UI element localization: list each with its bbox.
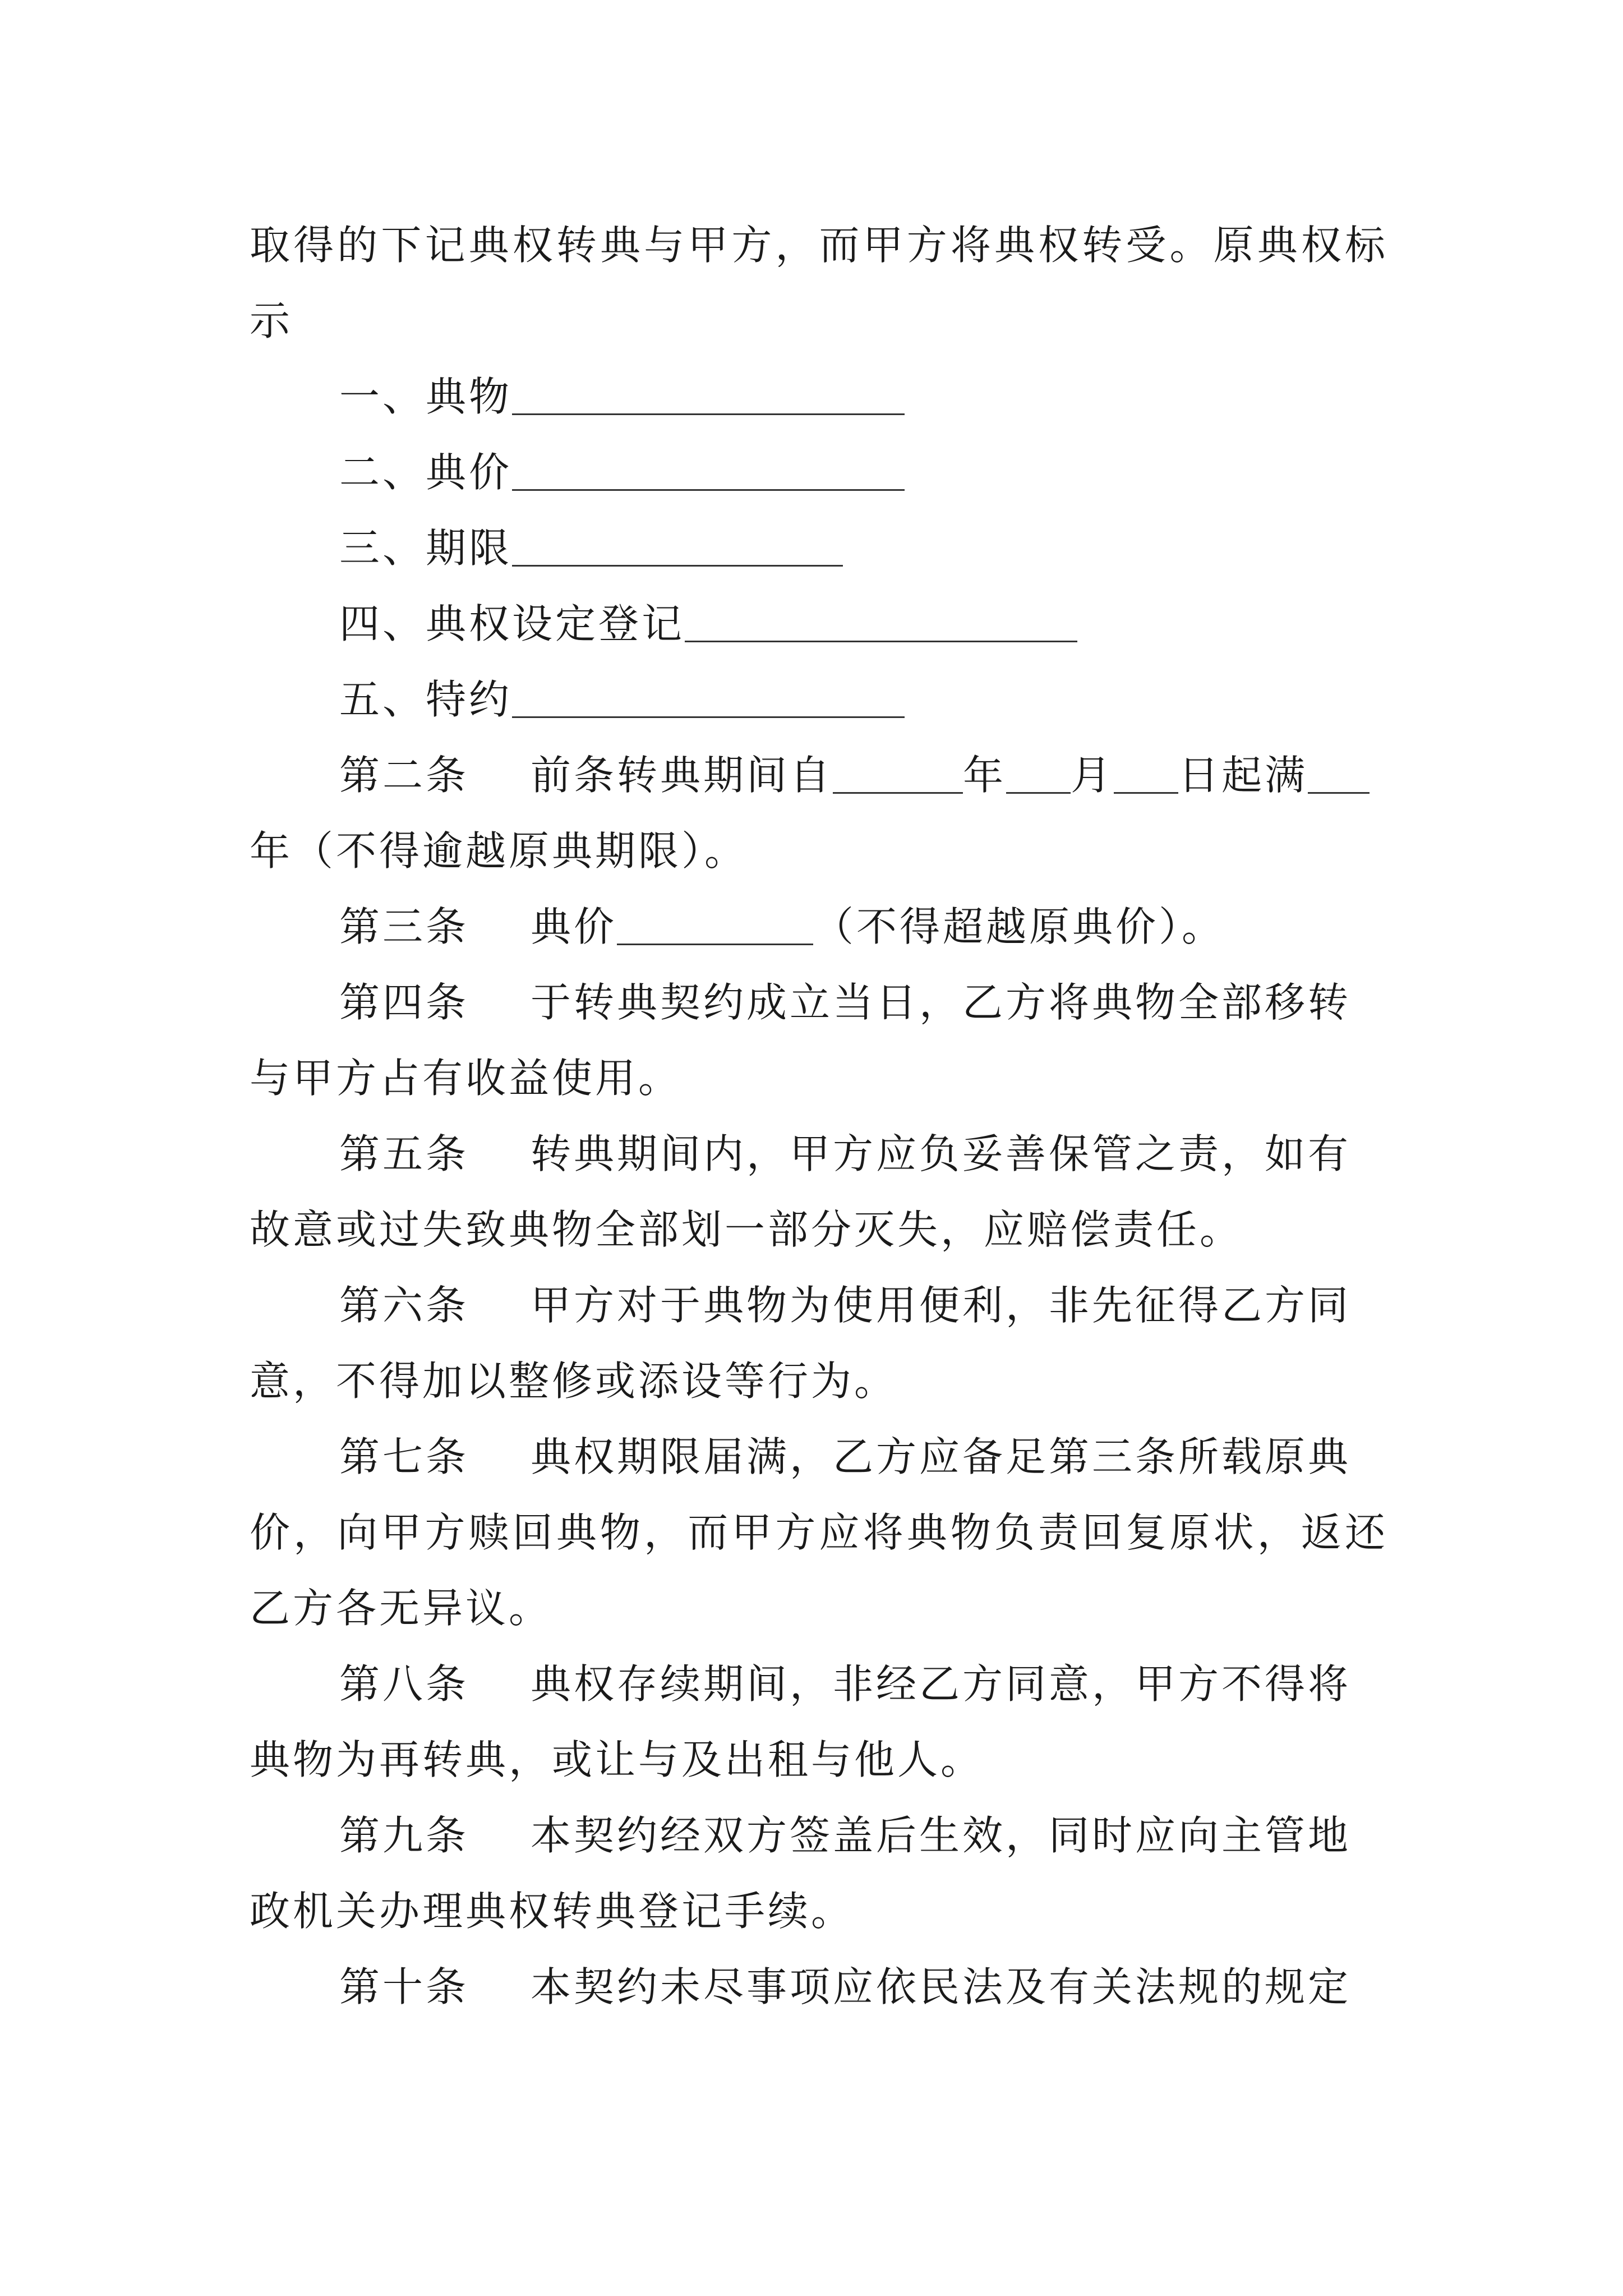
year-label: 年	[963, 752, 1007, 799]
article-6-head: 第六条	[339, 1282, 469, 1329]
item-label: 二、典价	[339, 449, 513, 496]
item-qixian	[339, 509, 843, 587]
day-label: 日起满	[1178, 752, 1308, 799]
item-label: 四、典权设定登记	[339, 600, 685, 647]
article-9-head: 第九条	[339, 1812, 469, 1859]
month-blank	[1006, 760, 1071, 794]
article-10-text: 本契约未尽事项应依民法及有关法规的规定	[531, 1963, 1352, 2010]
item-dianwu	[339, 357, 905, 436]
item-blank	[512, 381, 905, 415]
article-4-head: 第四条	[339, 979, 469, 1026]
article-8-line-1	[339, 1645, 1351, 1723]
article-3-text: 典价	[531, 903, 617, 950]
item-label: 一、典物	[339, 373, 513, 420]
article-3-line-1	[339, 887, 1225, 966]
month-label: 月	[1071, 752, 1114, 799]
article-3-note: （不得超越原典价）。	[813, 903, 1225, 950]
article-7-head: 第七条	[339, 1433, 469, 1480]
article-2-text: 前条转典期间自	[531, 752, 833, 799]
article-7-line-1	[339, 1418, 1351, 1496]
article-5-line-1	[339, 1115, 1351, 1193]
item-blank	[512, 532, 843, 567]
item-dengji	[339, 585, 1077, 663]
article-5-text: 转典期间内，甲方应负妥善保管之责，如有	[531, 1130, 1352, 1177]
article-4-line-2: 与甲方占有收益使用。	[250, 1055, 682, 1102]
article-4-line-1	[339, 963, 1351, 1042]
price-blank	[617, 911, 813, 945]
article-8-line-2: 典物为再转典，或让与及出租与他人。	[250, 1736, 984, 1783]
article-6-line-1	[339, 1266, 1351, 1345]
article-6-line-2: 意，不得加以整修或添设等行为。	[250, 1358, 898, 1405]
article-9-text: 本契约经双方签盖后生效，同时应向主管地	[531, 1812, 1352, 1859]
year-blank	[833, 760, 963, 794]
item-blank	[512, 684, 905, 718]
article-3-head: 第三条	[339, 903, 469, 950]
article-2-line-2: 年（不得逾越原典期限）。	[250, 827, 748, 875]
article-9-line-2: 政机关办理典权转典登记手续。	[250, 1888, 855, 1935]
article-7-line-2: 价，向甲方赎回典物，而甲方应将典物负责回复原状，返还	[250, 1509, 1388, 1556]
article-7-line-3: 乙方各无异议。	[250, 1585, 552, 1632]
intro-line-2: 示	[250, 297, 293, 344]
article-5-line-2: 故意或过失致典物全部划一部分灭失，应赔偿责任。	[250, 1206, 1243, 1253]
article-8-text: 典权存续期间，非经乙方同意，甲方不得将	[531, 1660, 1352, 1708]
item-dianjia	[339, 433, 905, 512]
article-2-line-1	[339, 736, 1370, 815]
day-blank	[1114, 760, 1178, 794]
item-label: 五、特约	[339, 676, 513, 723]
article-5-head: 第五条	[339, 1130, 469, 1177]
article-9-line-1	[339, 1796, 1351, 1875]
item-blank	[685, 608, 1077, 642]
article-4-text: 于转典契约成立当日，乙方将典物全部移转	[531, 979, 1352, 1026]
term-blank	[1308, 760, 1370, 794]
article-2-head: 第二条	[339, 752, 469, 799]
article-10-line-1	[339, 1948, 1351, 2026]
document-page	[250, 0, 1388, 2296]
article-8-head: 第八条	[339, 1660, 469, 1708]
article-6-text: 甲方对于典物为使用便利，非先征得乙方同	[531, 1282, 1352, 1329]
article-7-text: 典权期限届满，乙方应备足第三条所载原典	[531, 1433, 1352, 1480]
article-10-head: 第十条	[339, 1963, 469, 2010]
item-blank	[512, 457, 905, 491]
item-teyue	[339, 660, 905, 739]
item-label: 三、期限	[339, 524, 513, 572]
intro-line-1: 取得的下记典权转典与甲方，而甲方将典权转受。原典权标	[250, 222, 1388, 269]
